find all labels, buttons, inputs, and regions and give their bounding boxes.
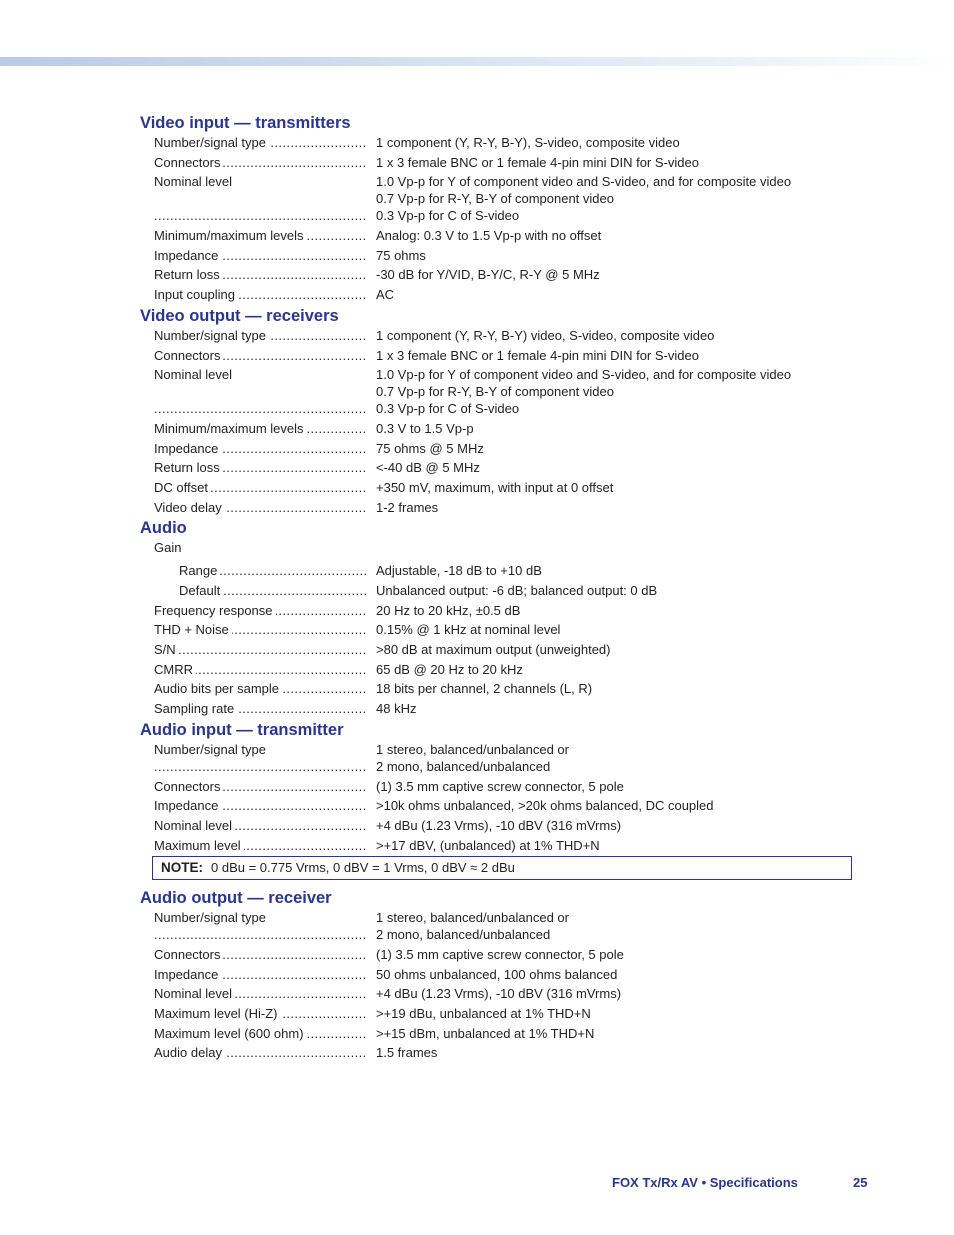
spec-label-text: CMRR bbox=[154, 662, 196, 677]
spec-value-line: 18 bits per channel, 2 channels (L, R) bbox=[376, 681, 593, 697]
spec-row bbox=[140, 837, 860, 854]
spec-label bbox=[179, 562, 366, 579]
spec-row bbox=[140, 661, 860, 678]
spec-value-line: -30 dB for Y/VID, B-Y/C, R-Y @ 5 MHz bbox=[376, 267, 600, 283]
spec-row bbox=[140, 154, 860, 171]
spec-value bbox=[376, 1005, 591, 1022]
spec-label-text: Default bbox=[179, 583, 223, 598]
spec-label bbox=[154, 909, 366, 943]
spec-label bbox=[154, 621, 366, 638]
spec-label-text: Impedance bbox=[154, 967, 221, 982]
spec-label-text: Minimum/maximum levels bbox=[154, 421, 307, 436]
section-heading: Video input — transmitters bbox=[140, 114, 351, 132]
spec-label bbox=[154, 247, 366, 264]
spec-row bbox=[140, 946, 860, 963]
spec-label-text: Number/signal type bbox=[154, 910, 269, 925]
spec-value bbox=[376, 286, 394, 303]
spec-row bbox=[140, 966, 860, 983]
spec-value-line: 1.0 Vp-p for Y of component video and S-video, and for composite video bbox=[376, 367, 792, 383]
spec-row bbox=[140, 909, 860, 943]
section-heading: Video output — receivers bbox=[140, 306, 339, 325]
spec-value bbox=[376, 661, 523, 678]
spec-label-text: Audio delay bbox=[154, 1045, 225, 1060]
spec-label bbox=[154, 539, 366, 556]
spec-value bbox=[376, 1025, 594, 1042]
spec-label bbox=[154, 366, 366, 417]
spec-row bbox=[140, 499, 860, 516]
section-heading: Audio bbox=[140, 519, 187, 538]
spec-label-text: Number/signal type bbox=[154, 328, 269, 343]
spec-label bbox=[154, 227, 366, 244]
spec-value bbox=[376, 347, 699, 364]
spec-value bbox=[376, 420, 474, 437]
spec-value bbox=[376, 227, 601, 244]
spec-label bbox=[154, 817, 366, 834]
spec-value bbox=[376, 366, 791, 417]
spec-label bbox=[154, 286, 366, 303]
spec-label-text: Connectors bbox=[154, 779, 223, 794]
spec-label bbox=[154, 1025, 366, 1042]
spec-row bbox=[140, 327, 860, 344]
spec-value-line: AC bbox=[376, 287, 395, 303]
spec-value-line: Unbalanced output: -6 dB; balanced output: 0 dB bbox=[376, 583, 658, 598]
spec-value-line: 2 mono, balanced/unbalanced bbox=[376, 927, 551, 943]
spec-value bbox=[376, 327, 714, 344]
spec-value-line: 0.7 Vp-p for R-Y, B-Y of component video bbox=[376, 191, 614, 207]
spec-label bbox=[154, 479, 366, 496]
spec-value-line: >80 dB at maximum output (unweighted) bbox=[376, 642, 611, 658]
spec-value bbox=[376, 602, 520, 619]
spec-label-text: DC offset bbox=[154, 480, 211, 495]
spec-value-line: 1.0 Vp-p for Y of component video and S-video, and for composite video bbox=[376, 174, 792, 190]
spec-row bbox=[140, 420, 860, 437]
spec-value-line: 0.3 Vp-p for C of S-video bbox=[376, 401, 520, 417]
spec-value bbox=[376, 479, 613, 496]
spec-label-text: Gain bbox=[154, 540, 184, 555]
spec-row bbox=[140, 1044, 860, 1061]
spec-value bbox=[376, 154, 699, 171]
spec-label-text: Video delay bbox=[154, 500, 225, 515]
spec-value-line: >+19 dBu, unbalanced at 1% THD+N bbox=[376, 1006, 591, 1021]
spec-row bbox=[140, 347, 860, 364]
spec-row bbox=[140, 134, 860, 151]
spec-row bbox=[140, 797, 860, 814]
spec-row bbox=[140, 562, 860, 579]
spec-row bbox=[140, 266, 860, 283]
page-number: 25 bbox=[853, 1175, 868, 1190]
section-heading: Audio input — transmitter bbox=[140, 720, 344, 739]
spec-label bbox=[154, 602, 366, 619]
spec-value-line: +4 dBu (1.23 Vrms), -10 dBV (316 mVrms) bbox=[376, 986, 622, 1002]
spec-value bbox=[376, 837, 600, 854]
spec-label bbox=[154, 985, 366, 1002]
section-audio-input-transmitter bbox=[140, 720, 860, 880]
footer-title: FOX Tx/Rx AV • Specifications bbox=[612, 1175, 798, 1190]
spec-label-text: Connectors bbox=[154, 947, 223, 962]
spec-label bbox=[154, 837, 366, 854]
spec-row bbox=[140, 778, 860, 795]
spec-label bbox=[154, 778, 366, 795]
header-gradient-bar bbox=[0, 57, 954, 66]
spec-label-text: Maximum level bbox=[154, 838, 244, 853]
spec-label-text: Nominal level bbox=[154, 367, 235, 382]
spec-value-line: Analog: 0.3 V to 1.5 Vp-p with no offset bbox=[376, 228, 602, 244]
spec-label-text: Nominal level bbox=[154, 986, 235, 1001]
spec-value bbox=[376, 778, 624, 795]
spec-value bbox=[376, 134, 680, 151]
spec-label-text: Maximum level (600 ohm) bbox=[154, 1026, 307, 1041]
spec-row bbox=[140, 741, 860, 775]
spec-value-line: 1 component (Y, R-Y, B-Y) video, S-video, composite video bbox=[376, 327, 715, 343]
spec-value-line: +4 dBu (1.23 Vrms), -10 dBV (316 mVrms) bbox=[376, 817, 622, 833]
section-audio bbox=[140, 518, 860, 717]
spec-row bbox=[140, 173, 860, 224]
spec-label bbox=[154, 700, 366, 717]
spec-value-line: 0.15% @ 1 kHz at nominal level bbox=[376, 622, 561, 638]
spec-value bbox=[376, 173, 791, 224]
spec-label bbox=[154, 440, 366, 457]
spec-value-line: 0.3 Vp-p for C of S-video bbox=[376, 208, 520, 224]
spec-value-line: 48 kHz bbox=[376, 701, 417, 717]
note-label: NOTE: bbox=[161, 860, 203, 876]
section-heading: Audio output — receiver bbox=[140, 889, 332, 908]
spec-label-text: Nominal level bbox=[154, 818, 235, 833]
spec-label-text: Connectors bbox=[154, 155, 223, 170]
spec-row bbox=[140, 286, 860, 303]
spec-value-line: 1-2 frames bbox=[376, 499, 439, 515]
spec-label bbox=[154, 797, 366, 814]
spec-value-line: 75 ohms @ 5 MHz bbox=[376, 440, 484, 456]
spec-row bbox=[140, 227, 860, 244]
spec-label bbox=[154, 173, 366, 224]
spec-value bbox=[376, 741, 569, 775]
spec-label-text: Sampling rate bbox=[154, 701, 237, 716]
section-video-input-transmitters bbox=[140, 113, 860, 303]
spec-label bbox=[154, 266, 366, 283]
note-text: 0 dBu = 0.775 Vrms, 0 dBV = 1 Vrms, 0 dBV ≈ 2 dBu bbox=[211, 860, 515, 876]
spec-label-text: Return loss bbox=[154, 267, 223, 282]
spec-label-text: Return loss bbox=[154, 460, 223, 475]
spec-label-text: Frequency response bbox=[154, 603, 276, 618]
spec-value bbox=[376, 700, 416, 717]
spec-value bbox=[376, 909, 569, 943]
spec-label bbox=[154, 661, 366, 678]
spec-row bbox=[140, 602, 860, 619]
spec-value-line: 0.3 V to 1.5 Vp-p bbox=[376, 420, 474, 436]
spec-content bbox=[140, 113, 860, 1064]
spec-label bbox=[154, 1005, 366, 1022]
spec-label bbox=[154, 680, 366, 697]
spec-row bbox=[140, 582, 860, 599]
spec-label bbox=[154, 499, 366, 516]
spec-row bbox=[140, 1025, 860, 1042]
spec-label bbox=[154, 966, 366, 983]
spec-label bbox=[154, 420, 366, 437]
spec-value bbox=[376, 562, 542, 579]
spec-value bbox=[376, 459, 480, 476]
spec-row bbox=[140, 247, 860, 264]
spec-value-line: 1 stereo, balanced/unbalanced or bbox=[376, 741, 569, 757]
spec-value-line: (1) 3.5 mm captive screw connector, 5 pole bbox=[376, 778, 624, 794]
spec-label bbox=[154, 327, 366, 344]
spec-row bbox=[140, 366, 860, 417]
spec-value-line: 1 x 3 female BNC or 1 female 4-pin mini DIN for S-video bbox=[376, 347, 699, 363]
spec-label-text: Input coupling bbox=[154, 287, 238, 302]
spec-value-line: 50 ohms unbalanced, 100 ohms balanced bbox=[376, 966, 618, 982]
spec-value bbox=[376, 641, 611, 658]
spec-row bbox=[140, 700, 860, 717]
spec-label-text: Impedance bbox=[154, 798, 221, 813]
spec-row bbox=[140, 641, 860, 658]
spec-value-line: 75 ohms bbox=[376, 247, 426, 263]
spec-label bbox=[154, 134, 366, 151]
spec-label-text: Range bbox=[179, 563, 220, 578]
spec-value-line: >10k ohms unbalanced, >20k ohms balanced, DC coupled bbox=[376, 798, 714, 814]
spec-value bbox=[376, 1044, 437, 1061]
spec-value-line: 0.7 Vp-p for R-Y, B-Y of component video bbox=[376, 384, 614, 400]
spec-label bbox=[154, 741, 366, 775]
spec-value-line: 20 Hz to 20 kHz, ±0.5 dB bbox=[376, 602, 521, 618]
spec-row bbox=[140, 459, 860, 476]
spec-label-text: Nominal level bbox=[154, 174, 235, 189]
spec-row bbox=[140, 621, 860, 638]
spec-value-line: 2 mono, balanced/unbalanced bbox=[376, 758, 551, 774]
spec-label bbox=[154, 946, 366, 963]
spec-label-text: Number/signal type bbox=[154, 742, 269, 757]
spec-label-text: Minimum/maximum levels bbox=[154, 228, 307, 243]
spec-value bbox=[376, 582, 657, 599]
spec-label bbox=[179, 582, 366, 599]
spec-value bbox=[376, 985, 621, 1002]
spec-value-line: >+15 dBm, unbalanced at 1% THD+N bbox=[376, 1025, 595, 1041]
spec-label-text: Connectors bbox=[154, 348, 223, 363]
spec-row bbox=[140, 479, 860, 496]
section-audio-output-receiver bbox=[140, 888, 860, 1061]
spec-value-line: Adjustable, -18 dB to +10 dB bbox=[376, 563, 542, 579]
spec-value bbox=[376, 621, 560, 638]
spec-value-line: 1.5 frames bbox=[376, 1045, 438, 1061]
spec-value-line: 1 stereo, balanced/unbalanced or bbox=[376, 910, 569, 926]
spec-row bbox=[140, 440, 860, 457]
section-video-output-receivers bbox=[140, 306, 860, 516]
spec-value-line: <-40 dB @ 5 MHz bbox=[376, 460, 480, 476]
spec-value bbox=[376, 946, 624, 963]
spec-value-line: +350 mV, maximum, with input at 0 offset bbox=[376, 479, 614, 495]
spec-value bbox=[376, 966, 617, 983]
spec-label bbox=[154, 641, 366, 658]
spec-value bbox=[376, 797, 714, 814]
spec-label-text: Audio bits per sample bbox=[154, 681, 282, 696]
spec-label bbox=[154, 459, 366, 476]
spec-value-line: 1 component (Y, R-Y, B-Y), S-video, composite video bbox=[376, 135, 680, 150]
spec-label-text: Impedance bbox=[154, 441, 221, 456]
spec-value bbox=[376, 440, 484, 457]
spec-label-text: S/N bbox=[154, 642, 179, 657]
note-box bbox=[152, 856, 852, 880]
spec-row bbox=[140, 817, 860, 834]
spec-label-text: THD + Noise bbox=[154, 622, 232, 637]
spec-row bbox=[140, 680, 860, 697]
spec-label bbox=[154, 347, 366, 364]
spec-value-line: >+17 dBV, (unbalanced) at 1% THD+N bbox=[376, 837, 600, 853]
spec-row bbox=[140, 1005, 860, 1022]
spec-value bbox=[376, 499, 438, 516]
spec-value-line: 1 x 3 female BNC or 1 female 4-pin mini DIN for S-video bbox=[376, 154, 699, 170]
spec-value-line: 65 dB @ 20 Hz to 20 kHz bbox=[376, 661, 523, 677]
spec-label bbox=[154, 154, 366, 171]
spec-value-line: (1) 3.5 mm captive screw connector, 5 pole bbox=[376, 946, 624, 962]
spec-row bbox=[140, 539, 860, 556]
spec-row bbox=[140, 985, 860, 1002]
spec-value bbox=[376, 266, 600, 283]
spec-label-text: Impedance bbox=[154, 248, 221, 263]
spec-value bbox=[376, 247, 426, 264]
spec-value bbox=[376, 817, 621, 834]
spec-value bbox=[376, 680, 592, 697]
spec-label bbox=[154, 1044, 366, 1061]
spec-label-text: Maximum level (Hi-Z) bbox=[154, 1006, 281, 1021]
spec-label-text: Number/signal type bbox=[154, 135, 269, 150]
